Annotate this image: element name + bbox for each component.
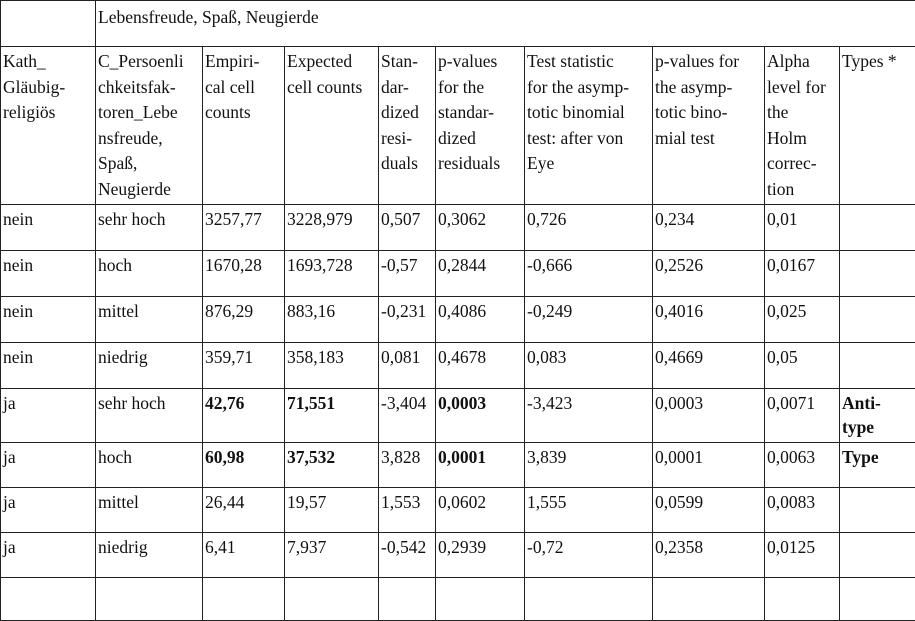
cell-value: 0,0001: [438, 447, 486, 467]
col-header-alpha-holm: [765, 47, 840, 205]
col-header-std-residuals: [379, 47, 436, 205]
table-cell: [96, 488, 203, 533]
col-header-p-std-residuals: [436, 47, 525, 205]
cell-value: ja: [3, 492, 16, 512]
cell-value: 6,41: [205, 537, 236, 557]
table-cell: [840, 488, 915, 533]
table-cell: [96, 389, 203, 443]
table-cell: [653, 297, 765, 343]
header-line: religiös: [3, 100, 94, 126]
table-cell: [765, 443, 840, 488]
table-cell: [840, 443, 915, 488]
cell-value: 0,0071: [767, 393, 815, 413]
table-cell: [436, 389, 525, 443]
group-header-row: [1, 1, 915, 47]
table-cell: [379, 578, 436, 621]
table-cell: [653, 533, 765, 578]
header-line: Kath_: [3, 49, 94, 75]
col-header-expected: [285, 47, 379, 205]
header-line: level for: [767, 75, 838, 101]
table-cell: [436, 578, 525, 621]
header-line: nsfreude,: [98, 126, 201, 152]
table-cell: [1, 533, 96, 578]
cell-value: mittel: [98, 301, 139, 321]
cell-value: ja: [3, 393, 16, 413]
cell-value: niedrig: [98, 347, 148, 367]
table-cell: [653, 251, 765, 297]
table-cell: [1, 343, 96, 389]
table-cell: [840, 251, 915, 297]
table-cell: [96, 533, 203, 578]
cell-value: 0,4086: [438, 301, 486, 321]
table-cell: [285, 389, 379, 443]
cell-value: 0,01: [767, 209, 798, 229]
header-line: the asymp-: [655, 75, 763, 101]
table-cell: [285, 488, 379, 533]
table-cell: [765, 251, 840, 297]
table-cell: [840, 297, 915, 343]
table-cell: [203, 389, 285, 443]
table-cell: [285, 297, 379, 343]
header-line: dized: [381, 100, 434, 126]
cell-value: 0,0125: [767, 537, 815, 557]
col-header-types: [840, 47, 915, 205]
table-cell: [96, 343, 203, 389]
header-line: residuals: [438, 151, 523, 177]
table-cell: [96, 251, 203, 297]
table-cell: [285, 343, 379, 389]
table-cell: [1, 389, 96, 443]
table-cell: [203, 443, 285, 488]
cell-value: -3,404: [381, 393, 426, 413]
cell-value: nein: [3, 209, 33, 229]
cell-value: nein: [3, 301, 33, 321]
table-cell: [765, 389, 840, 443]
table-row: [1, 488, 915, 533]
header-line: C_Persoenli: [98, 49, 201, 75]
table-cell: [96, 578, 203, 621]
cell-value: 0,081: [381, 347, 420, 367]
table-cell: [1, 578, 96, 621]
cell-value: -0,542: [381, 537, 426, 557]
cell-value: hoch: [98, 255, 132, 275]
table-cell: [653, 343, 765, 389]
header-line: Gläubig-: [3, 75, 94, 101]
header-line: mial test: [655, 126, 763, 152]
table-cell: [653, 205, 765, 251]
table-cell: [436, 297, 525, 343]
cell-value: 60,98: [205, 447, 244, 467]
table-cell: [436, 343, 525, 389]
cell-value: sehr hoch: [98, 209, 166, 229]
cell-value: 883,16: [287, 301, 335, 321]
cell-value: nein: [3, 347, 33, 367]
cell-value: 0,0001: [655, 447, 703, 467]
header-line: toren_Lebe: [98, 100, 201, 126]
cell-value: 0,2844: [438, 255, 486, 275]
col-header-kath: [1, 47, 96, 205]
table-cell: [840, 343, 915, 389]
cell-value: 3,828: [381, 447, 420, 467]
table-cell: [525, 297, 653, 343]
table-cell: [765, 533, 840, 578]
cell-value: 3,839: [527, 447, 566, 467]
table-row: [1, 443, 915, 488]
table-cell: [653, 578, 765, 621]
group-title: Lebensfreude, Spaß, Neugierde: [98, 7, 319, 27]
table-cell: [379, 297, 436, 343]
cell-value: -0,57: [381, 255, 417, 275]
col-header-test-statistic: [525, 47, 653, 205]
header-line: Stan-: [381, 49, 434, 75]
table-cell: [840, 533, 915, 578]
table-cell: [1, 488, 96, 533]
table-cell: [203, 578, 285, 621]
cell-value: 0,2939: [438, 537, 486, 557]
header-line: Spaß,: [98, 151, 201, 177]
table-cell: [525, 205, 653, 251]
table-cell: [653, 488, 765, 533]
table-cell: [436, 443, 525, 488]
table-cell: [765, 343, 840, 389]
cell-value: -0,249: [527, 301, 572, 321]
header-line: p-values for: [655, 49, 763, 75]
cell-value: 0,234: [655, 209, 694, 229]
cell-value: -3,423: [527, 393, 572, 413]
cell-value: -0,72: [527, 537, 563, 557]
cell-value: mittel: [98, 492, 139, 512]
header-line: duals: [381, 151, 434, 177]
table-cell: [765, 297, 840, 343]
table-cell: [379, 533, 436, 578]
col-header-persoenlichkeit: [96, 47, 203, 205]
header-line: resi-: [381, 126, 434, 152]
cell-value: 0,726: [527, 209, 566, 229]
table-cell: [436, 251, 525, 297]
empty-corner-cell: [1, 1, 96, 47]
cell-value: 0,4678: [438, 347, 486, 367]
header-line: totic bino-: [655, 100, 763, 126]
cell-value: 0,2526: [655, 255, 703, 275]
table-row: [1, 578, 915, 621]
table-cell: [379, 443, 436, 488]
cell-value: 0,2358: [655, 537, 703, 557]
table-cell: [1, 297, 96, 343]
header-line: for the: [438, 75, 523, 101]
table-cell: [203, 251, 285, 297]
cell-value: 0,4669: [655, 347, 703, 367]
header-line: correc-: [767, 151, 838, 177]
cell-value: 0,0602: [438, 492, 486, 512]
table-cell: [653, 443, 765, 488]
table-cell: [379, 389, 436, 443]
cell-value: 0,0167: [767, 255, 815, 275]
header-line: cal cell: [205, 75, 283, 101]
cell-value: 1670,28: [205, 255, 262, 275]
table-cell: [1, 251, 96, 297]
table-cell: [203, 205, 285, 251]
cell-value: 3228,979: [287, 209, 353, 229]
cell-value: 1,553: [381, 492, 420, 512]
table-cell: [653, 389, 765, 443]
table-cell: [525, 251, 653, 297]
cell-value: Type: [842, 447, 879, 467]
table-cell: [96, 205, 203, 251]
table-cell: [379, 251, 436, 297]
table-cell: [840, 205, 915, 251]
cell-value: 876,29: [205, 301, 253, 321]
cell-value: ja: [3, 447, 16, 467]
cell-value: 37,532: [287, 447, 335, 467]
cell-value: 0,3062: [438, 209, 486, 229]
header-line: tion: [767, 177, 838, 203]
table-cell: [285, 251, 379, 297]
table-row: [1, 343, 915, 389]
table-cell: [203, 343, 285, 389]
table-cell: [1, 443, 96, 488]
cell-value: 0,0599: [655, 492, 703, 512]
table-cell: [379, 343, 436, 389]
header-line: Types *: [842, 49, 914, 75]
cell-value: Anti- type: [842, 393, 881, 437]
table-cell: [379, 488, 436, 533]
header-line: the: [767, 100, 838, 126]
cell-value: 0,083: [527, 347, 566, 367]
table-cell: [436, 205, 525, 251]
table-cell: [765, 205, 840, 251]
cell-value: 358,183: [287, 347, 344, 367]
cell-value: nein: [3, 255, 33, 275]
table-cell: [96, 443, 203, 488]
header-line: for the asymp-: [527, 75, 651, 101]
cell-value: hoch: [98, 447, 132, 467]
table-cell: [525, 533, 653, 578]
table-cell: [525, 389, 653, 443]
table-cell: [379, 205, 436, 251]
cell-value: 0,05: [767, 347, 798, 367]
table-cell: [525, 488, 653, 533]
cell-value: sehr hoch: [98, 393, 166, 413]
cell-value: 71,551: [287, 393, 335, 413]
table-row: [1, 205, 915, 251]
cell-value: 1693,728: [287, 255, 353, 275]
table-cell: [285, 443, 379, 488]
table-cell: [525, 443, 653, 488]
group-title-cell: [96, 1, 915, 47]
cell-value: 0,0063: [767, 447, 815, 467]
table-cell: [436, 533, 525, 578]
cell-value: -0,231: [381, 301, 426, 321]
header-line: Test statistic: [527, 49, 651, 75]
cell-value: 19,57: [287, 492, 326, 512]
header-line: test: after von: [527, 126, 651, 152]
table-cell: [1, 205, 96, 251]
table-cell: [203, 297, 285, 343]
table-row: [1, 251, 915, 297]
cell-value: 1,555: [527, 492, 566, 512]
header-line: chkeitsfak-: [98, 75, 201, 101]
col-header-empirical: [203, 47, 285, 205]
cell-value: 3257,77: [205, 209, 262, 229]
header-line: dar-: [381, 75, 434, 101]
cell-value: 42,76: [205, 393, 244, 413]
header-line: Alpha: [767, 49, 838, 75]
header-line: dized: [438, 126, 523, 152]
cell-value: -0,666: [527, 255, 572, 275]
table-cell: [285, 578, 379, 621]
header-line: p-values: [438, 49, 523, 75]
header-line: Empiri-: [205, 49, 283, 75]
table-row: [1, 389, 915, 443]
table-cell: [525, 343, 653, 389]
table-cell: [436, 488, 525, 533]
header-line: cell counts: [287, 75, 377, 101]
table-cell: [203, 533, 285, 578]
cell-value: 0,4016: [655, 301, 703, 321]
table-cell: [765, 488, 840, 533]
cell-value: 0,025: [767, 301, 806, 321]
header-line: Eye: [527, 151, 651, 177]
header-line: totic binomial: [527, 100, 651, 126]
table-cell: [285, 205, 379, 251]
header-line: counts: [205, 100, 283, 126]
table-cell: [525, 578, 653, 621]
table-row: [1, 297, 915, 343]
header-line: Holm: [767, 126, 838, 152]
cell-value: 7,937: [287, 537, 326, 557]
cell-value: 0,507: [381, 209, 420, 229]
table-cell: [96, 297, 203, 343]
cell-value: niedrig: [98, 537, 148, 557]
header-line: Neugierde: [98, 177, 201, 203]
table-cell: [285, 533, 379, 578]
cell-value: 359,71: [205, 347, 253, 367]
cell-value: ja: [3, 537, 16, 557]
table-cell: [840, 578, 915, 621]
table-cell: [840, 389, 915, 443]
table-cell: [203, 488, 285, 533]
cell-value: 26,44: [205, 492, 244, 512]
cell-value: 0,0003: [438, 393, 486, 413]
column-header-row: [1, 47, 915, 205]
table-row: [1, 533, 915, 578]
cell-value: 0,0083: [767, 492, 815, 512]
cell-value: 0,0003: [655, 393, 703, 413]
table-cell: [765, 578, 840, 621]
header-line: standar-: [438, 100, 523, 126]
col-header-p-binomial: [653, 47, 765, 205]
header-line: Expected: [287, 49, 377, 75]
